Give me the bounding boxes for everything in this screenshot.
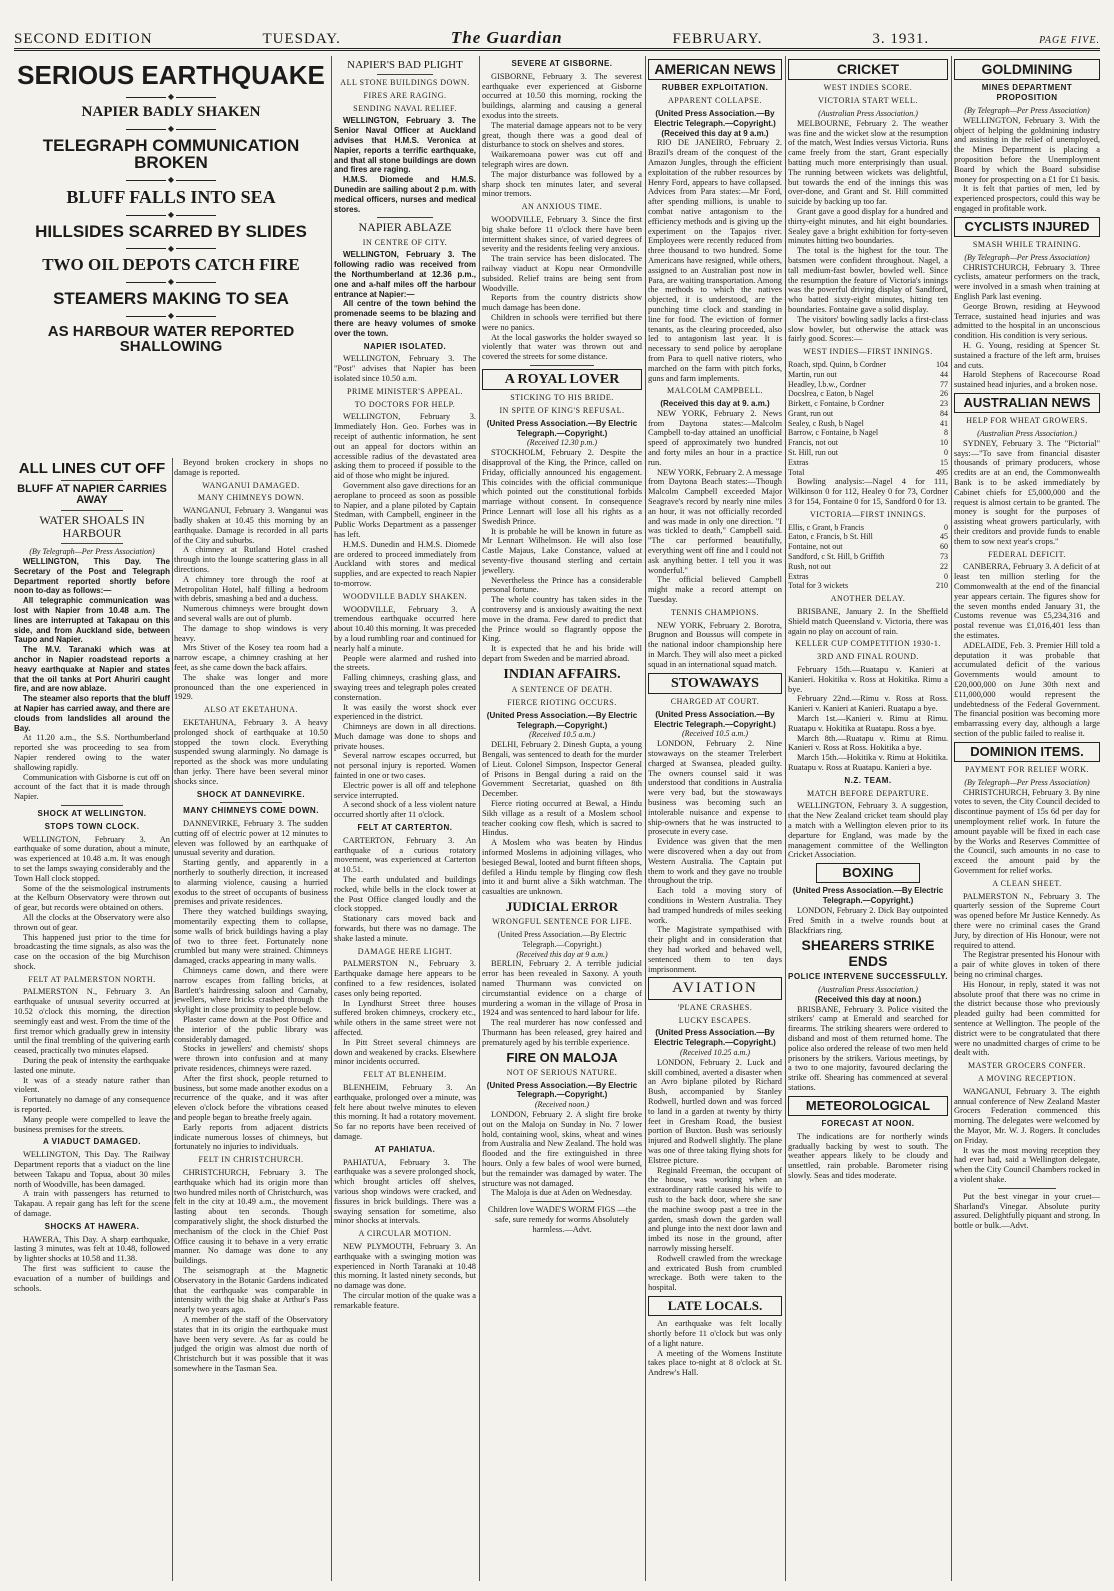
paragraph: The Magistrate sympathised with their plight and in consideration that they had worked and behaved well, sentenced them to ten days imprisonment. (648, 925, 782, 974)
day-label: TUESDAY. (262, 31, 341, 47)
paragraph: The shake was longer and more pronounced than the one experienced in 1929. (174, 672, 328, 702)
received-line: (Received this day at noon.) (814, 994, 922, 1004)
paragraph: At 11.20 a.m., the S.S. Northumberland reported she was proceeding to sea from Napier rendered owing to the water shallowing rapidly. (14, 733, 170, 772)
paragraph: During the peak of intensity the earthquake lasted one minute. (14, 1056, 170, 1075)
paragraph: WELLINGTON, February 3. The following radio was received from the Northumberland at 12.36 p.m., one and a-half miles off the harbour entrance at Napier:— (334, 250, 476, 299)
paragraph: George Brown, residing at Heywood Terrace, sustained head injuries and was admitted to the hospital in an unconscious condition. His condition is very serious. (954, 301, 1100, 341)
headline: NAPIER ABLAZE (358, 220, 452, 235)
scorecard-victoria (788, 523, 948, 592)
paragraph: A chimney at Rutland Hotel crashed through into the lounge scattering glass in all directions. (174, 545, 328, 574)
subhead: FELT AT PALMERSTON NORTH. (28, 974, 156, 984)
subhead: MANY CHIMNEYS COME DOWN. (183, 806, 319, 816)
score-total: Total for 3 wickets 210 (788, 581, 948, 591)
paragraph: The visitors' bowling sadly lacks a first-class slow bowler, but otherwise the attack was fairly good. Scores:— (788, 314, 948, 344)
score-row: Grant, run out 84 (788, 408, 948, 418)
paragraph: NEW YORK, February 2. Borotra, Brugnon and Boussus will compete in the national indoor championship here in March. They will also meet a picked squad in an international squad match. (648, 620, 782, 669)
subhead: ALL STONE BUILDINGS DOWN. (340, 78, 470, 88)
agency-line: (By Telegraph—Per Press Association) (964, 105, 1090, 115)
subhead: SENDING NAVAL RELIEF. (353, 103, 457, 113)
paragraph: At the local gasworks the holder swayed so violently that water was thrown out and covered the streets for some distance. (482, 332, 642, 362)
agency-line: (United Press Association.—By Electric Telegraph.—Copyright.) (486, 418, 638, 438)
paragraph: The steamer also reports that the bluff at Napier has carried away, and there are clouds from landslides all around the Bay. (14, 694, 170, 733)
paragraph: There they watched buildings swaying, momentarily expecting them to collapse, some walls of brick buildings having a play of two to three feet. Fortunately none crumbled but many were strained. Chimneys damaged, cracks appearing in many walls. (174, 907, 328, 966)
headline: CRICKET (788, 59, 948, 80)
score-row: Extras 0 (788, 571, 948, 581)
subhead: MINES DEPARTMENT PROPOSITION (981, 83, 1073, 103)
column-rule (331, 56, 332, 1581)
subhead: IN CENTRE OF CITY. (362, 237, 448, 247)
paragraph: STOCKHOLM, February 2. Despite the disapproval of the King, the Prince, called on Friday, officially announced his engagement. This coincides with the official communique which pointed out the constitutional forbids marriage without consent. In consequence Prince Lennart will lose all his rights as a Swedish Prince. (482, 448, 642, 526)
agency-line: (United Press Association.—By Electric Telegraph.—Copyright.) (654, 709, 776, 729)
score-row: Ellis, c Grant, b Francis 0 (788, 522, 948, 532)
paragraph: The damage to shop windows is very heavy. (174, 623, 328, 643)
headline: AVIATION (648, 977, 782, 1000)
ornament: ◆ (14, 175, 328, 185)
paragraph: The Registrar presented his Honour with a pair of white gloves in token of there being no criminal charges. (954, 950, 1100, 980)
headline: FIRE ON MALOJA (506, 1049, 618, 1065)
paragraph: Fortunately no damage of any consequence is reported. (14, 1095, 170, 1115)
paragraph: Government also gave directions for an aeroplane to proceed as soon as possible to Napier, and a plane piloted by Captain Stedman, with Campbell, engineer in the Public Works Department as a passenger has left. (334, 480, 476, 539)
paragraph: This happened just prior to the time for broadcasting the time signals, as also was the case on the occasion of the big Murchison shock. (14, 932, 170, 971)
headline-hillsides: HILLSIDES SCARRED BY SLIDES (35, 221, 307, 241)
paragraph: A second shock of a less violent nature occurred shortly after 11 o'clock. (334, 800, 476, 820)
paragraph: DELHI, February 2. Dinesh Gupta, a young Bengali, was sentenced to death for the murder of Lieut. Colonel Simpson, Inspector General of Prisons in Bengal during a raid on the Government Secretariat, quashed on 8th December. (482, 740, 642, 799)
paragraph: The circular motion of the quake was a remarkable feature. (334, 1290, 476, 1310)
headline-harbour: AS HARBOUR WATER REPORTED SHALLOWING (47, 322, 295, 356)
paragraph: Communication with Gisborne is cut off on account of the fact that it is made through Napier. (14, 772, 170, 802)
paragraph: Rodwell crawled from the wreckage and extricated Bush from crumbled wreckage. Both were taken to the hospital. (648, 1253, 782, 1293)
paragraph: Reports from the country districts show much damage has been done. (482, 293, 642, 313)
masthead (14, 28, 1100, 51)
subhead: TENNIS CHAMPIONS. (670, 607, 760, 617)
paragraph: Mrs Stiver of the Kosey tea room had a narrow escape, a chimney crashing at her feet, as she came down the back affairs. (174, 643, 328, 672)
headline-serious-earthquake: SERIOUS EARTHQUAKE (17, 60, 325, 90)
subhead: SEVERE AT GISBORNE. (511, 59, 613, 68)
paragraph: WANGANUI, February 3. Wanganui was badly shaken at 10.45 this morning by an earthquake. Damage is recorded in all parts of the City and suburbs. (174, 506, 328, 545)
paragraph: WELLINGTON, February 3. A suggestion, that the New Zealand cricket team should play a match with a Wellington eleven prior to its departure for England, was made by the management committee of the Wellington Cricket Association. (788, 801, 948, 860)
score-row: Martin, run out 44 (788, 369, 948, 379)
paragraph: A meeting of the Womens Institute takes place to-night at 8 o'clock at St. Andrew's Hall. (648, 1348, 782, 1378)
paragraph: WELLINGTON, February 3. The Senior Naval Officer at Auckland advises that H.M.S. Veronica at Napier, reports a terrific earthquake, and that all stone buildings are down and fires are raging. (334, 116, 476, 175)
paragraph: March 15th.—Hokitika v. Rimu at Hokitika. Ruatapu v. Ross at Ruatapu. Kanieri a bye. (788, 753, 948, 772)
headline-oil-depots: TWO OIL DEPOTS CATCH FIRE (42, 255, 300, 275)
subhead: SHOCKS AT HAWERA. (44, 1221, 140, 1231)
score-row: Sealey, c Rush, b Nagel 41 (788, 418, 948, 428)
subhead: STOPS TOWN CLOCK. (44, 821, 140, 831)
paragraph: Many people were compelled to leave the business premises for the streets. (14, 1114, 170, 1134)
subhead: SMASH WHILE TRAINING. (972, 240, 1082, 250)
agency-line: (By Telegraph—Per Press Association) (964, 252, 1090, 262)
paragraph: NEW YORK, February 2. News from Daytona states:—Malcolm Campbell to-day attained an unofficial speed of approximately two hundred and forty miles an hour in a practice run. (648, 408, 782, 467)
headline: AMERICAN NEWS (648, 59, 782, 80)
subhead: MANY CHIMNEYS DOWN. (197, 493, 305, 503)
paragraph: It was of a steady nature rather than violent. (14, 1075, 170, 1095)
received-line: (Received 12.30 p.m.) (527, 438, 597, 448)
headline: DOMINION ITEMS. (954, 742, 1100, 762)
agency-line: (Australian Press Association.) (818, 985, 918, 995)
agency-line: (United Press Association.—By Electric Telegraph.—Copyright.) (792, 886, 944, 906)
advertisement: Put the best vinegar in your cruet—Sharland's Vinegar. Absolute purity assured. Delightfully piquant and strong. In bottle or bulk.—Advt. (954, 1191, 1100, 1231)
subhead: SHOCK AT WELLINGTON. (37, 808, 147, 818)
received-line: (Received 10.5 a.m.) (529, 730, 595, 740)
paragraph: LONDON, February 2. Luck and skill combined, averted a disaster when an Avro biplane piloted by Richard Bush, accompanied by Stanley Rodwell, hurtled down and was forced to land in a garden at twenty by thirty feet in Gresham Road, the busiest portion of Buxton. Bush was seriously injured and Rodwell slightly. The plane was one of three taking flying shots for Elstree picture. (648, 1057, 782, 1165)
subhead: POLICE INTERVENE SUCCESSFULLY. (788, 972, 948, 982)
paragraph: PALMERSTON N., February 3. Earthquake damage here appears to be confined to a few residences, isolated cases only being reported. (334, 959, 476, 998)
subhead: IN SPITE OF KING'S REFUSAL. (499, 406, 625, 416)
paragraph: The total is the highest for the tour. The batsmen were confident throughout. Nagel, a tall medium-fast bowler, bowled well. Since the resumption the feature of Victoria's innings was the powerful driving display of Sandford, who batted sixty-eight minutes, hitting ten boundaries. Fontaine gave a solid display. (788, 246, 948, 314)
subhead: SHOCK AT DANNEVIRKE. (196, 789, 306, 799)
score-row: Francis, not out 10 (788, 438, 948, 448)
agency-line: (United Press Association.—By Electric Telegraph.—Copyright.) (654, 108, 776, 128)
subhead: A VIADUCT DAMAGED. (42, 1137, 142, 1147)
subhead: AN ANXIOUS TIME. (521, 202, 603, 212)
ornament: ◆ (14, 311, 328, 321)
cricket-column (788, 56, 948, 1581)
agency-line: (United Press Association.—By Electric Telegraph.—Copyright.) (486, 710, 638, 730)
subhead: HELP FOR WHEAT GROWERS. (966, 416, 1088, 426)
paragraph: It is probable he will be known in future as Mr Lennart Wilhelmson. He will also lose Castle Majaus, Lake Constance, valued at seventy-five thousand sterling and certain jewellery. (482, 526, 642, 575)
paragraph: DANNEVIRKE, February 3. The sudden cutting off of electric power at 12 minutes to eleven was followed by an earthquake of unusual severity and duration. (174, 819, 328, 858)
headline: SHEARERS STRIKE ENDS (801, 937, 935, 969)
goldmining-column (954, 56, 1100, 1581)
paragraph: CHRISTCHURCH, February 3. The earthquake which had its origin more than two hundred miles north of Christchurch, was felt in the city at 10.49 a.m., the movement lasting about ten seconds. Though comparatively slight, the shock disturbed the mechanism of the clock in the Chief Post Office causing it to behave in a very erratic manner. No damage was done to any buildings. (174, 1167, 328, 1266)
paragraph: A chimney tore through the roof at Metropolitan Hotel, half filling a bedroom with debris, smashing a bed and a duchess. (174, 574, 328, 604)
received-line: (Received noon.) (534, 1100, 590, 1110)
ornament: ◆ (14, 210, 328, 220)
paragraph: CHRISTCHURCH, February 3. By nine votes to seven, the City Council decided to discontinue payment of 15s 6d per day for unemployment relief work. In future the amount payable will be fixed in each case by the Works and Reserves Committee of the Council, such amounts in no case to exceed the amount paid by the Government for relief works. (954, 787, 1100, 876)
subhead: STICKING TO HIS BRIDE. (510, 393, 614, 403)
subhead: ALSO AT EKETAHUNA. (204, 705, 298, 715)
paragraph: March 8th.—Ruatapu v. Rimu at Rimu. Kanieri v. Ross at Ross. Hokitika a bye. (788, 733, 948, 753)
headline: BOXING (816, 863, 920, 883)
paragraph: Grant gave a good display for a hundred and thirty-eight minutes, and hit eight boundaries. Sealey gave a bright exhibition for forty-seven minutes hitting two boundaries. (788, 206, 948, 246)
subhead: FORECAST AT NOON. (821, 1119, 915, 1129)
agency-line: (United Press Association.—By Electric Telegraph.—Copyright.) (486, 1080, 638, 1100)
paragraph: An earthquake was felt locally shortly before 11 o'clock but was only of a light nature. (648, 1319, 782, 1348)
paragraph: BLENHEIM, February 3. An earthquake, prolonged over a minute, was felt here about twelve minutes to eleven this morning. It had a rotatory movement. So far no reports have been received of damage. (334, 1082, 476, 1141)
paragraph: All centre of the town behind the promenade seems to be blazing and there are heavy volumes of smoke over the town. (334, 299, 476, 338)
headline: A ROYAL LOVER (482, 369, 642, 390)
paragraph: It was the most moving reception they had ever had, said a Wellington delegate, when the City Council Chambers rocked in a violent shake. (954, 1145, 1100, 1184)
paragraph: Nevertheless the Prince has a considerable personal fortune. (482, 575, 642, 595)
headline-steamers: STEAMERS MAKING TO SEA (53, 289, 289, 309)
received-line: (Received this day at 9 a.m.) (516, 949, 608, 959)
agency-line: (By Telegraph—Per Press Association) (29, 547, 155, 557)
subhead: CHARGED AT COURT. (670, 697, 760, 706)
paragraph: BERLIN, February 2. A terrible judicial error has been revealed in Saxony. A youth named Thurmann was convicted on circumstantial evidence on a charge of murdering a woman in the village of Prosa in 1924 and was sentenced to hard labour for life. (482, 959, 642, 1018)
paragraph: The whole country has taken sides in the controversy and is anxiously awaiting the next move in the drama. Few dared to predict that the Prince would so flagrantly oppose the King. (482, 595, 642, 644)
paragraph: Some of the the seismological instruments at the Kelburn Observatory were thrown out of gear, but records were obtained on others. (14, 883, 170, 913)
headline-napier-shaken: NAPIER BADLY SHAKEN (81, 104, 261, 121)
ornament: ◆ (14, 124, 328, 134)
subhead: FELT AT CARTERTON. (357, 823, 453, 833)
paragraph: Stationary cars moved back and forwards, but there was no damage. The shake lasted a minute. (334, 914, 476, 943)
paragraph: GISBORNE, February 3. The severest earthquake ever experienced at Gisborne occurred at 10.50 this morning, rocking the buildings, alarming and causing a general exodus into the streets. (482, 71, 642, 120)
headline-telegraph: TELEGRAPH COMMUNICATION BROKEN (42, 135, 300, 173)
paragraph: The official believed Campbell might make a record attempt on Tuesday. (648, 575, 782, 605)
month-label: FEBRUARY. (672, 31, 763, 47)
paragraph: H.M.S. Diomede and H.M.S. Dunedin are sailing about 2 p.m. with medical officers, nurses and medical stores. (334, 175, 476, 214)
subhead: A SENTENCE OF DEATH. (511, 685, 613, 695)
subhead: APPARENT COLLAPSE. (668, 96, 762, 106)
paragraph: Chimneys are down in all directions. Much damage was done to shops and private houses. (334, 722, 476, 751)
paragraph: All telegraphic communication was lost with Napier from 10.48 a.m. The lines are interrupted at Takapau on this side, and from Auckland side, between Taupo and Napier. (14, 596, 170, 645)
paragraph: Electric power is all off and telephone service interrupted. (334, 780, 476, 800)
innings-heading: WEST INDIES—FIRST INNINGS. (803, 347, 933, 357)
score-row: Barrow, c Fontaine, b Nagel 8 (788, 428, 948, 438)
column-rule (785, 56, 786, 1581)
subhead-water: WATER SHOALS IN HARBOUR (39, 512, 145, 541)
ornament: ◆ (14, 92, 328, 102)
paragraph: SYDNEY, February 3. The "Pictorial" says:—"To save from financial disaster thousands of primary producers, whose credits are at an end, the Commonwealth Bank is to be asked immediately by Cabinet chiefs for £5,000,000 and the request is almost certain to be granted. The money is sought for the purposes of assisting wheat growers particularly, with their creditors and provide funds to enable them to sow next year's crops." (954, 438, 1100, 546)
paragraph: It is felt that parties of men, led by experienced prospectors, could this way be engaged in profitable work. (954, 184, 1100, 213)
agency-line: (By Telegraph—Per Press Association) (964, 777, 1090, 787)
paragraph: Children in schools were terrified but there were no panics. (482, 312, 642, 332)
paragraph: Numerous chimneys were brought down and several walls are out of plumb. (174, 604, 328, 623)
subhead: FELT AT BLENHEIM. (363, 1070, 447, 1080)
paragraph: It is expected that he and his bride will depart from Sweden and be married abroad. (482, 644, 642, 664)
paragraph: All the clocks at the Observatory were also thrown out of gear. (14, 912, 170, 932)
subhead: WEST INDIES SCORE. (823, 83, 913, 93)
subhead: WOODVILLE BADLY SHAKEN. (342, 591, 468, 601)
paragraph: Evidence was given that the men were discovered when a day out from Western Australia. The Captain put them to work and they gave no trouble throughout the trip. (648, 837, 782, 886)
headline: NAPIER'S BAD PLIGHT (347, 59, 463, 71)
paragraph: WELLINGTON, February 3. With the object of helping the goldmining industry and assisting in the relief of unemployed, the Mines Department is placing a proposition before the Unemployment Board by which the Board subsidise money for prospecting on a £1 for £1 basis. (954, 115, 1100, 184)
subhead: MALCOLM CAMPBELL. (666, 386, 764, 396)
subhead: NAPIER ISOLATED. (363, 341, 447, 351)
paragraph: The major disturbance was followed by a sharp shock ten minutes later, and several minor tremors. (482, 169, 642, 199)
headline: JUDICIAL ERROR (505, 898, 619, 914)
subhead: 3RD AND FINAL ROUND. (817, 652, 919, 662)
subhead: N.Z. TEAM. (844, 775, 892, 785)
subhead: VICTORIA START WELL. (818, 96, 918, 106)
paragraph: LONDON, February 2. Dick Bay outpointed Fred Smith in a twelve rounds bout at Blackfriars ring. (788, 906, 948, 935)
paragraph: Early reports from adjacent districts indicate numerous losses of chimneys, but fortunately no injuries to individuals. (174, 1122, 328, 1152)
score-row: Docslrea, c Eaton, b Nagel 26 (788, 389, 948, 399)
paragraph: The train service has been dislocated. The railway viaduct at Kopu near Ormondville subsided. Relief trains are being sent from Woodville. (482, 254, 642, 293)
paper-title: The Guardian (450, 28, 563, 47)
column-rule (479, 56, 480, 1581)
agency-line: (Australian Press Association.) (977, 429, 1077, 439)
paragraph: EKETAHUNA, February 3. A heavy prolonged shock of earthquake at 10.50 stopped the town clock. Everything suspended swung alarmingly. No damage is reported as the shock was more undulating than jerky. There have been several minor shocks since. (174, 717, 328, 786)
paragraph: February 22nd.—Rimu v. Ross at Ross. Kanieri v. Kanieri at Kanieri. Ruatapu a bye. (788, 694, 948, 714)
paragraph: Stocks in jewellers' and chemists' shops were thrown into confusion and at many private residences, chimneys were razed. (174, 1044, 328, 1074)
paragraph: ADELAIDE, Feb. 3. Premier Hill told a deputation it was probable that accumulated deficit of the various Governments would amount to £20,000,000 on June 30th next and £11,000,000 would represent the undebtedness of the Federal Government. The financial position was becoming more embarrassing every day, although a large section of the public failed to realise it. (954, 640, 1100, 738)
headline: STOWAWAYS (648, 673, 782, 694)
paragraph: HAWERA, This Day. A sharp earthquake, lasting 3 minutes, was felt at 10.48, followed by lighter shocks at 10.58 and 11.38. (14, 1234, 170, 1264)
subhead: A MOVING RECEPTION. (978, 1074, 1076, 1083)
subhead: FIRES ARE RAGING. (363, 90, 447, 100)
paragraph: LONDON, February 2. A slight fire broke out on the Maloja on Sunday in No. 7 lower hold, containing wool, skins, wheat and wines from Australia and New Zealand. The hold was flooded and the fire extinguished in three hours. Only a few bales of wool were burned, but the remainder was damaged by water. The structure was not damaged. (482, 1110, 642, 1188)
paragraph: March 1st.—Kanieri v. Rimu at Rimu. Ruatapu v. Hokitika at Ruatapu. Ross a bye. (788, 714, 948, 733)
subhead: WRONGFUL SENTENCE FOR LIFE. (492, 917, 632, 927)
paragraph: People were alarmed and rushed into the streets. (334, 653, 476, 673)
quake-column-left (14, 458, 170, 1581)
received-line: (Received 10.25 a.m.) (680, 1048, 750, 1057)
subhead: DAMAGE HERE LIGHT. (357, 946, 453, 956)
paragraph: Starting gently, and apparently in a northerly to southerly direction, it increased to alarming violence, causing a hurried exodus to the street of occupants of business premises and private residences. (174, 858, 328, 907)
paragraph: RIO DE JANEIRO, February 2. Brazil's dream of the conquest of the Amazon Jungles, through the efficient exploitation of the rubber resources by Henry Ford, appears to have collapsed. Advices from Para states:—Mr Ford, after spending millions, is unable to combat native antagonism to the efficiency methods and is giving up the experiment on the Tapajos river. Employees were recently reduced from three thousand to two hundred. Some Americans have resigned, while others, assigned to an Australian post now in Para, are waiting transportation. Among the methods to which the natives objected, it is understood, are the punching time clock and standing in line for food. The eviction of former tenants, as the clearing proceeded, also led to antagonism last year. It is necessary to send police by aeroplane from Para to quell native rioters, who marched on the farm with pitch forks, guns and farm implements. (648, 138, 782, 383)
headline: INDIAN AFFAIRS. (503, 666, 621, 682)
gisborne-column (482, 56, 642, 1581)
headline-bluff: BLUFF FALLS INTO SEA (66, 187, 276, 208)
paragraph: Beyond broken crockery in shops no damage is reported. (174, 458, 328, 477)
score-row: Fontaine, not out 60 (788, 542, 948, 552)
paragraph: After the first shock, people returned to business, but some made another exodus on a recurrence of the quake, and it was after eleven o'clock before the vibrations ceased and people began to breathe freely again. (174, 1073, 328, 1122)
paragraph: The real murderer has now confessed and Thurmann has been released, grey haired and prematurely aged by his terrible experience. (482, 1018, 642, 1047)
page-number: PAGE FIVE. (1039, 35, 1100, 46)
american-column (648, 56, 782, 1581)
paragraph: The M.V. Taranaki which was at anchor in Napier roadstead reports a heavy earthquake at Napier and states that the oil tanks at Port Ahuriri caught fire, and are now ablaze. (14, 645, 170, 694)
paragraph: The material damage appears not to be very great, though there was a good deal of disturbance to stock on shelves and stores. (482, 120, 642, 150)
headline: CYCLISTS INJURED (954, 217, 1100, 237)
paragraph: The first was sufficient to cause the evacuation of a number of buildings and schools. (14, 1264, 170, 1293)
score-total: Total 495 (788, 467, 948, 477)
advertisement: Children love WADE'S WORM FIGS —the safe, sure remedy for worms Absolutely harmless.—Advt. (488, 1205, 636, 1234)
paragraph: Reginald Freeman, the occupant of the house, was working when an extraordinary rattle caused his wife to rush to the back door, where she saw the machine swoop past a tree in the garden, smash down the garden wall and plunge into the next door lawn and imbed its nose in the ground, after narrowly missing herself. (648, 1165, 782, 1253)
headline: GOLDMINING (954, 59, 1100, 80)
paragraph: WELLINGTON, This Day. The Secretary of the Post and Telegraph Department reported shortly before noon to-day as follows:— (14, 557, 170, 596)
paragraph: In Lyndhurst Street three houses suffered broken chimneys, crockery etc., while others in the same street were not affected. (334, 998, 476, 1037)
subhead: FIERCE RIOTING OCCURS. (507, 698, 617, 707)
paragraph: Several narrow escapes occurred, but not personal injury is reported. Women fainted in one or two cases. (334, 751, 476, 781)
innings-heading: VICTORIA—FIRST INNINGS. (809, 509, 927, 519)
column-rule (951, 56, 952, 1581)
paragraph: PAHIATUA, February 3. The earthquake was a severe prolonged shock, which brought articles off shelves, various shop windows were cracked, and fissures in brick buildings. There was a swaying sensation for sometime, also minor shocks at intervals. (334, 1157, 476, 1226)
earthquake-headline-stack (14, 56, 328, 456)
paragraph: H.M.S. Dunedin and H.M.S. Diomede are ordered to proceed immediately from Auckland with stores and medical supplies, and are expected to reach Napier to-morrow. (334, 539, 476, 588)
score-row: Extras 15 (788, 457, 948, 467)
paragraph: NEW PLYMOUTH, February 3. An earthquake with a swinging motion was experienced in North Taranaki at 10.48 this morning. It lasted ninety seconds, but no damage was done. (334, 1241, 476, 1291)
received-line: (Received 10.5 a.m.) (682, 729, 748, 739)
score-row: Sandford, c St. Hill, b Griffith 73 (788, 552, 948, 562)
headline: AUSTRALIAN NEWS (954, 393, 1100, 413)
subhead: A CIRCULAR MOTION. (358, 1229, 452, 1239)
paragraph: Chimneys came down, and there were narrow escapes from falling bricks, at Bartlett's hairdressing saloon and Carnaby, jewellers, where bricks crashed through the skylight in close proximity to people below. (174, 966, 328, 1015)
paragraph: A Moslem who was beaten by Hindus informed Moslems in adjoining villages, who besieged Bewal, looted and burnt fifteen shops, defiled a Hindu temple by flinging cow flesh into it and burnt alive a Sikh watchman. The casualties are unknown. (482, 838, 642, 897)
paragraph: Each told a moving story of conditions in Western Australia. They had tramped hundreds of miles seeking work. (648, 886, 782, 925)
paragraph: WELLINGTON, This Day. The Railway Department reports that a viaduct on the line between Takapu and Topua, about 30 miles north of Woodville, has been damaged. (14, 1150, 170, 1189)
quake-column-right (174, 458, 328, 1581)
score-row: Roach, stpd. Quinn, b Cordner 104 (788, 359, 948, 369)
paragraph: February 15th.—Ruatapu v. Kanieri at Kanieri. Hokitika v. Ross at Hokitika. Rimu a bye. (788, 665, 948, 694)
paragraph: WELLINGTON, February 3. The "Post" advises that Napier has been isolated since 10.50 a.m. (334, 354, 476, 383)
ornament: ◆ (14, 277, 328, 287)
column-rule (172, 458, 173, 1581)
agency-line: (Australian Press Association.) (818, 108, 918, 118)
paragraph: WANGANUI, February 3. The eighth annual conference of New Zealand Master Grocers Federation commenced this morning. The delegates were welcomed by the Mayor, Mr. W. J. Rogers. It concludes on Friday. (954, 1086, 1100, 1145)
paragraph: Harold Stephens of Racecourse Road sustained head injuries, and a broken nose. (954, 370, 1100, 390)
paragraph: WOODVILLE, February 3. A tremendous earthquake occurred here about 10.40 this morning. It was preceded by a loud rumbling roar and continued for nearly half a minute. (334, 604, 476, 653)
paragraph: A member of the staff of the Observatory states that in its origin the earthquake must have been very severe. As far as could be judged the origin was almost due north of Christchurch but it was possible that it was somewhere in the Tasman Sea. (174, 1314, 328, 1373)
edition-label: SECOND EDITION (14, 31, 153, 47)
subhead: ANOTHER DELAY. (830, 594, 906, 604)
agency-line: (United Press Association.—By Electric Telegraph.—Copyright.) (497, 930, 627, 949)
agency-line: (United Press Association.—By Electric Telegraph.—Copyright.) (654, 1028, 776, 1048)
paragraph: H. G. Young, residing at Spencer St. sustained a fracture of the left arm, bruises and cuts. (954, 341, 1100, 370)
score-row: Birkett, c Fontaine, b Cordner 23 (788, 399, 948, 409)
paragraph: A train with passengers has returned to Takapau. A repair gang has left for the scene of damage. (14, 1189, 170, 1219)
subhead-bluff: BLUFF AT NAPIER CARRIES AWAY (17, 482, 167, 507)
subhead: PRIME MINISTER'S APPEAL. (347, 386, 463, 396)
paragraph: Falling chimneys, crashing glass, and swaying trees and telegraph poles created consternation. (334, 673, 476, 702)
subhead: PAYMENT FOR RELIEF WORK. (964, 765, 1090, 775)
paragraph: PALMERSTON N., February 3. An earthquake of unusual severity occurred at 10.52 o'clock this morning, the direction seemingly east and west. From the time of the first tremor which gradually grew in intensity until the final trembling of the quivering earth ceased, practically two minutes elapsed. (14, 987, 170, 1056)
score-row: Headley, l.b.w., Cordner 77 (788, 379, 948, 389)
paragraph: BRISBANE, January 2. In the Sheffield Shield match Queensland v. Victoria, there was again no play on account of rain. (788, 607, 948, 636)
subhead: RUBBER EXPLOITATION. (661, 83, 769, 93)
paragraph: His Honour, in reply, stated it was not absolute proof that there was no crime in the district because those who previously pleaded guilty had been committed for sentence at Wellington. The people of the district were to be congratulated that there were no unadmitted charges of crime to be dealt with. (954, 979, 1100, 1058)
headline: LATE LOCALS. (648, 1296, 782, 1316)
paragraph: Plaster came down at the Post Office and the interior of the public library was considerably damaged. (174, 1015, 328, 1044)
paragraph: WOODVILLE, February 3. Since the first big shake before 11 o'clock there have been intermittent shakes since, of varied degrees of severity and the residents feeling very anxious. (482, 214, 642, 254)
paragraph: Bowling analysis:—Nagel 4 for 111, Wilkinson 0 for 112, Healey 0 for 73, Cordner 3 for 154, Fontaine 0 for 15, Sandford 0 for 13. (788, 477, 948, 507)
paragraph: MELBOURNE, February 2. The weather was fine and the wicket slow at the resumption of the match, West Indies versus Victoria. Runs came freely from the start, Grant especially batting much more enterprisingly than usual. The running between wickets was delightful, but towards the end of the innings this was over-done, and Grant and St. Hill committed suicide by backing up too far. (788, 118, 948, 207)
scorecard-west-indies (788, 360, 948, 478)
subhead: MASTER GROCERS CONFER. (968, 1061, 1086, 1071)
date-label: 3. 1931. (872, 31, 930, 47)
paragraph: WELLINGTON, February 3. Immediately Hon. Geo. Forbes was in receipt of authentic information, he sent out an appeal for doctors within an accessible radius of the devastated area asking them to proceed if possible to the aid of those who might be injured. (334, 412, 476, 481)
paragraph: Fierce rioting occurred at Bewal, a Hindu Sikh village as a result of a Moslem school teacher cooking cow flesh, which is sacred to Hindus. (482, 798, 642, 838)
received-line: (Received this day at 9 a.m.) (661, 128, 769, 138)
column-rule (645, 56, 646, 1581)
subhead: 'PLANE CRASHES. (677, 1002, 753, 1012)
paragraph: The Maloja is due at Aden on Wednesday. (491, 1188, 632, 1198)
subhead: FEDERAL DEFICIT. (988, 549, 1066, 559)
paragraph: Waikaremoana power was cut off and telegraph wires are down. (482, 150, 642, 169)
headline: METEOROLOGICAL (788, 1096, 948, 1116)
paragraph: CARTERTON, February 3. An earthquake of a curious rotatory movement, was experienced at Carterton at 10.51. (334, 835, 476, 875)
paragraph: The indications are for northerly winds gradually backing by west to south. The weather appears likely to be cloudy and unsettled, rain probable. Barometer rising slowly. Seas and tides moderate. (788, 1131, 948, 1181)
paragraph: The earth undulated and buildings rocked, while bells in the clock tower at the Post Office clanged loudly and the clock stopped. (334, 875, 476, 914)
paragraph: LONDON, February 2. Nine stowaways on the steamer Trelerbert charged at Swansea, pleaded guilty. The owners counsel said it was understood that conditions in Australia were very bad, but the stowaways business was becoming such an intolerable nuisance and expense to ship-owners that he was instructed to prosecute in every case. (648, 739, 782, 837)
subhead: NOT OF SERIOUS NATURE. (506, 1067, 618, 1077)
subhead: A CLEAN SHEET. (992, 878, 1062, 888)
subhead: TO DOCTORS FOR HELP. (354, 399, 456, 409)
received-line: (Received this day at 9. a.m.) (660, 399, 770, 409)
score-row: Rush, not out 22 (788, 561, 948, 571)
ornament: ◆ (14, 244, 328, 254)
score-row: St. Hill, run out 0 (788, 448, 948, 458)
paragraph: PALMERSTON N., February 3. The quarterly session of the Supreme Court was opened before Mr Justice Kennedy. As there were no criminal cases the Grand Jury, by direction of His Honour, were not required to attend. (954, 891, 1100, 950)
paragraph: BRISBANE, February 3. Police visited the strikers' camp at Emerald and searched for firearms. The striking shearers were ordered to disband and most of them returned home. The police also ordered the release of two men held prisoners by the strikers. Various meetings, by a two to one majority, favoured declaring the strike off. Shearing has commenced at several stations. (788, 1004, 948, 1092)
paragraph: It was easily the worst shock ever experienced in the district. (334, 702, 476, 722)
paragraph: The seismograph at the Magnetic Observatory in the Botanic Gardens indicated that the earthquake was comparable in intensity with the big shake at Arthur's Pass nearly two years ago. (174, 1265, 328, 1315)
napier-column (334, 56, 476, 1581)
subhead: MATCH BEFORE DEPARTURE. (806, 788, 930, 798)
subhead-lines-cut: ALL LINES CUT OFF (18, 460, 166, 477)
subhead: FELT IN CHRISTCHURCH. (198, 1155, 304, 1165)
subhead: LUCKY ESCAPES. (678, 1015, 752, 1025)
subhead: WANGANUI DAMAGED. (202, 480, 300, 490)
subhead: AT PAHIATUA. (374, 1144, 436, 1154)
paragraph: CHRISTCHURCH, February 3. Three cyclists, amateur performers on the track, were involved in a smash when training at English Park last evening. (954, 262, 1100, 302)
paragraph: In Pitt Street several chimneys are down and weakened by cracks. Elsewhere minor incidents occurred. (334, 1037, 476, 1067)
score-row: Eaton, c Francis, b St. Hill 45 (788, 532, 948, 542)
paragraph: NEW YORK, February 2. A message from Daytona Beach states:—Though Malcolm Campbell exceeded Major Seagrave's record by nearly nine miles an hour, it was not officially recorded and was made in only one direction. "I was tickled to death," Campbell said. "The car performed beautifully, everything went off fine and I could not ask anything better. I tell you it was wonderful." (648, 467, 782, 575)
paragraph: CANBERRA, February 3. A deficit of at least ten million sterling for the Commonwealth at the end of the financial year appears certain. The figures show for the seven months ended January 31, the Customs revenue was £5,234,316 and postal revenue was £1,016,401 less than the estimates. (954, 562, 1100, 641)
paragraph: WELLINGTON, February 3. An earthquake of some duration, about a minute, was experienced at 10.48 a.m. It was enough to set the lamps swaying considerably and the Town Hall clock stopped. (14, 834, 170, 883)
subhead: KELLER CUP COMPETITION 1930-1. (795, 639, 941, 649)
